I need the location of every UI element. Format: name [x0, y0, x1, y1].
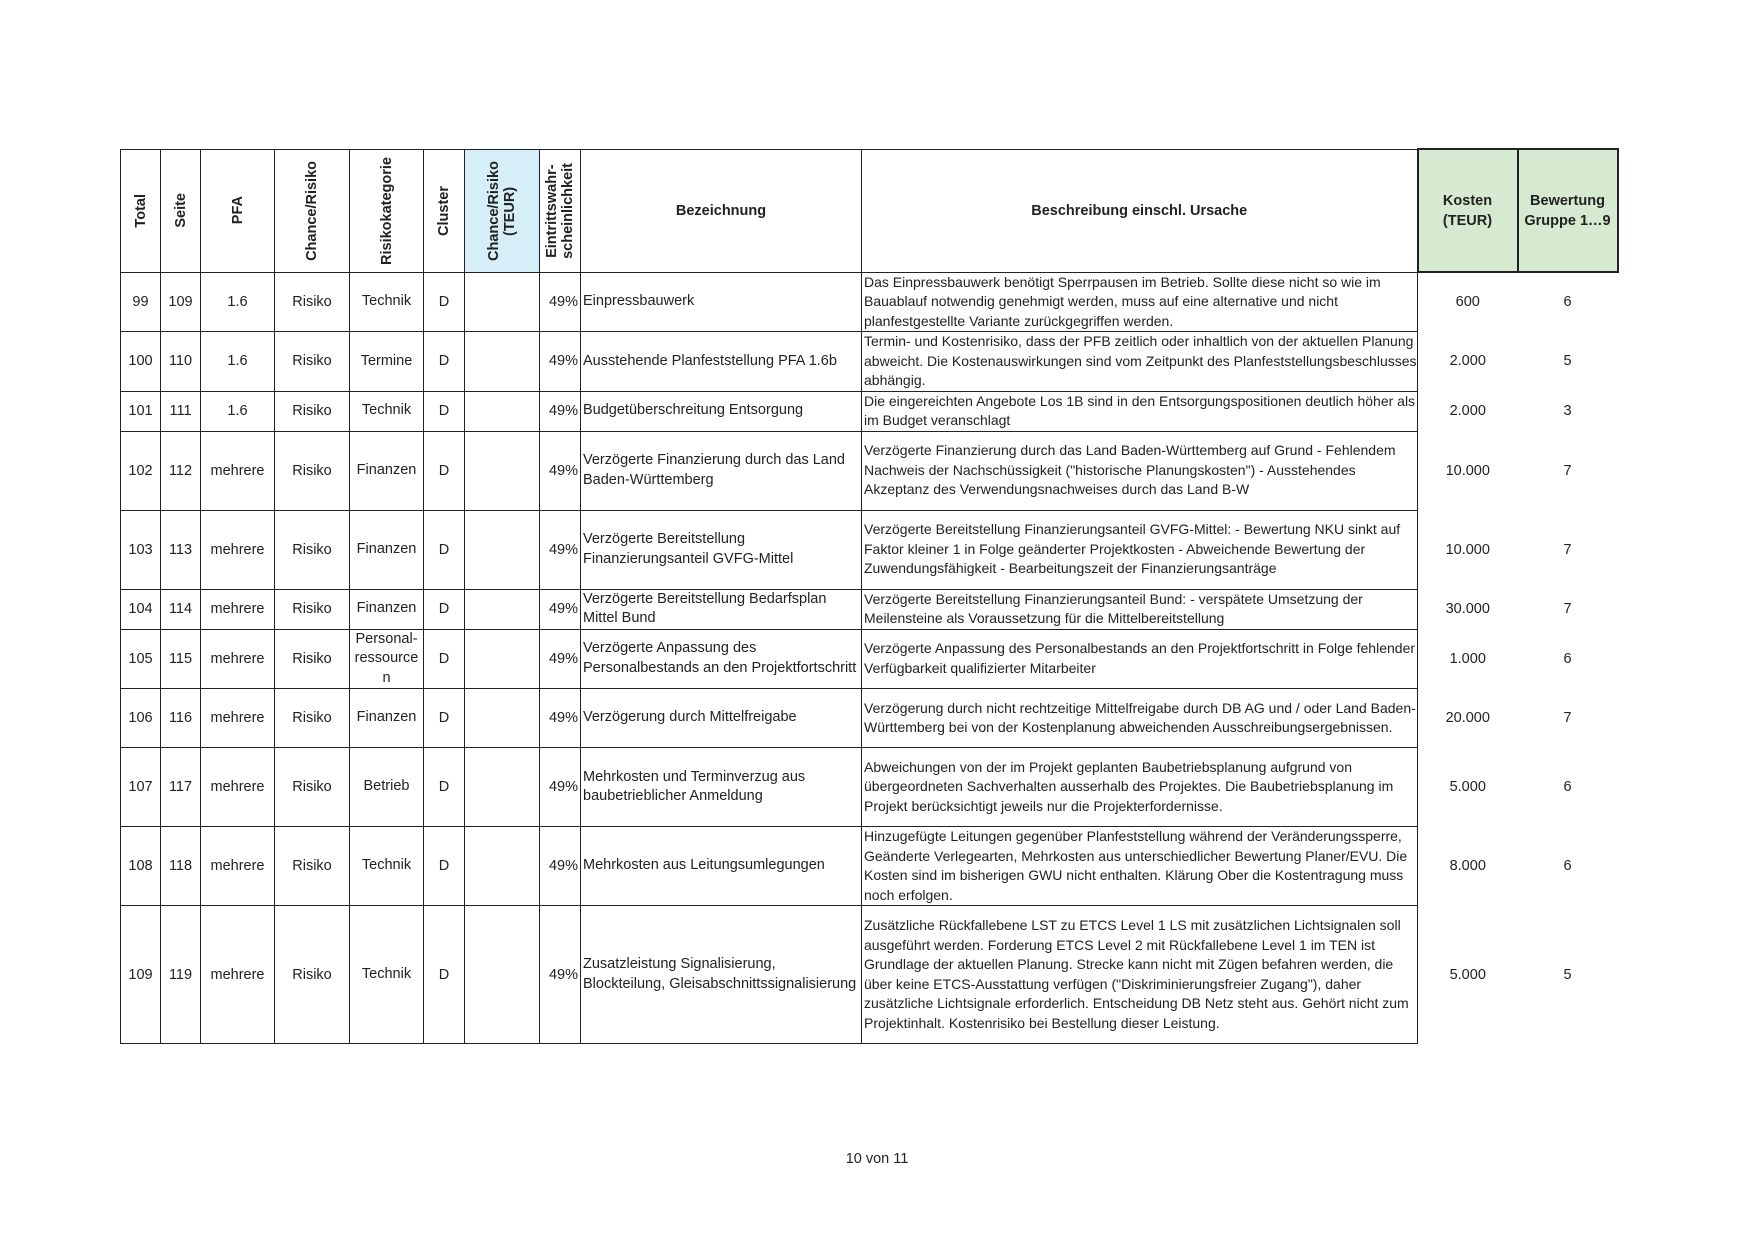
cell-eintrittswahrscheinlichkeit: 49%	[540, 629, 581, 689]
cell-chance-risiko-teur	[465, 748, 540, 827]
cell-cluster: D	[424, 827, 465, 906]
cell-pfa: mehrere	[201, 689, 275, 748]
cell-bezeichnung: Verzögerte Bereitstellung Bedarfsplan Mittel Bund	[581, 589, 862, 629]
col-header-total: Total	[121, 149, 161, 272]
cell-pfa: 1.6	[201, 391, 275, 431]
cell-risikokategorie: Technik	[350, 827, 424, 906]
cell-pfa: mehrere	[201, 510, 275, 589]
cell-cluster: D	[424, 906, 465, 1044]
col-header-beschreibung: Beschreibung einschl. Ursache	[862, 149, 1418, 272]
cell-bewertung: 7	[1563, 541, 1572, 558]
cell-chance-risiko: Risiko	[275, 431, 350, 510]
cell-bewertung: 3	[1563, 403, 1572, 419]
cell-bezeichnung: Verzögerte Anpassung des Personalbestands an den Projektfortschritt	[581, 629, 862, 689]
cell-chance-risiko: Risiko	[275, 510, 350, 589]
cell-risikokategorie: Technik	[350, 391, 424, 431]
page-number: 10 von 11	[845, 1151, 909, 1167]
cell-kosten: 20.000	[1445, 710, 1490, 726]
cell-cluster: D	[424, 332, 465, 392]
cell-cluster: D	[424, 629, 465, 689]
cell-kosten: 10.000	[1445, 462, 1490, 479]
cell-bezeichnung: Budgetüberschreitung Entsorgung	[581, 391, 862, 431]
cell-risikokategorie: Finanzen	[350, 510, 424, 589]
col-header-bezeichnung: Bezeichnung	[581, 149, 862, 272]
cell-pfa: mehrere	[201, 748, 275, 827]
cell-seite: 118	[161, 827, 201, 906]
cell-beschreibung: Verzögerte Anpassung des Personalbestands an den Projektfortschritt in Folge fehlender Verfügbarkeit qualifizierter Mitarbeiter	[862, 629, 1418, 689]
cell-bezeichnung: Mehrkosten und Terminverzug aus baubetrieblicher Anmeldung	[581, 748, 862, 827]
cell-seite: 113	[161, 510, 201, 589]
cell-seite: 117	[161, 748, 201, 827]
table-row	[121, 689, 1618, 748]
cell-total: 108	[121, 827, 161, 906]
cell-bewertung: 6	[1563, 294, 1572, 311]
col-header-chance-risiko-teur: Chance/Risiko (TEUR)	[465, 149, 540, 272]
cell-bewertung: 5	[1563, 353, 1572, 370]
cell-pfa: mehrere	[201, 827, 275, 906]
cell-eintrittswahrscheinlichkeit: 49%	[540, 391, 581, 431]
cell-seite: 119	[161, 906, 201, 1044]
cell-kosten: 30.000	[1445, 601, 1490, 617]
cell-bewertung: 7	[1563, 462, 1572, 479]
col-header-seite: Seite	[161, 149, 201, 272]
table-row	[121, 391, 1618, 431]
cell-chance-risiko-teur	[465, 272, 540, 332]
col-header-cluster: Cluster	[424, 149, 465, 272]
cell-total: 109	[121, 906, 161, 1044]
cell-chance-risiko-teur	[465, 827, 540, 906]
table-row	[121, 748, 1618, 827]
cell-bezeichnung: Einpressbauwerk	[581, 272, 862, 332]
cell-bezeichnung: Zusatzleistung Signalisierung, Blockteilung, Gleisabschnittssignalisierung	[581, 906, 862, 1044]
cell-bezeichnung: Ausstehende Planfeststellung PFA 1.6b	[581, 332, 862, 392]
cell-risikokategorie: Finanzen	[350, 589, 424, 629]
header-row	[121, 149, 1618, 272]
cell-seite: 112	[161, 431, 201, 510]
cell-beschreibung: Das Einpressbauwerk benötigt Sperrpausen im Betrieb. Sollte diese nicht so wie im Bauablauf notwendig genehmigt werden, muss auf eine alternative und nicht planfestgestellte Variante zurückgegriffen werden.	[862, 272, 1418, 332]
cell-total: 106	[121, 689, 161, 748]
cell-chance-risiko-teur	[465, 906, 540, 1044]
cell-cluster: D	[424, 510, 465, 589]
cell-kosten: 10.000	[1445, 541, 1490, 558]
cell-total: 103	[121, 510, 161, 589]
col-header-chance-risiko: Chance/Risiko	[275, 149, 350, 272]
cell-chance-risiko: Risiko	[275, 272, 350, 332]
cell-cluster: D	[424, 589, 465, 629]
cell-beschreibung: Verzögerte Bereitstellung Finanzierungsanteil Bund: - verspätete Umsetzung der Meilensteine als Voraussetzung für die Mittelbereitstellung	[862, 589, 1418, 629]
cell-chance-risiko-teur	[465, 332, 540, 392]
cell-chance-risiko-teur	[465, 629, 540, 689]
cell-eintrittswahrscheinlichkeit: 49%	[540, 510, 581, 589]
cell-chance-risiko: Risiko	[275, 589, 350, 629]
cell-kosten: 2.000	[1449, 403, 1486, 419]
cell-seite: 110	[161, 332, 201, 392]
cell-beschreibung: Termin- und Kostenrisiko, dass der PFB zeitlich oder inhaltlich von der aktuellen Planung abweicht. Die Kostenauswirkungen sind vom Zeitpunkt des Planfeststellungsbeschlusses abhängig.	[862, 332, 1418, 392]
cell-kosten: 1.000	[1449, 650, 1486, 667]
cell-total: 100	[121, 332, 161, 392]
cell-pfa: mehrere	[201, 629, 275, 689]
cell-kosten: 5.000	[1449, 779, 1486, 795]
table-row	[121, 629, 1618, 689]
cell-risikokategorie: Personal-ressource n	[350, 629, 424, 689]
cell-chance-risiko: Risiko	[275, 391, 350, 431]
cell-chance-risiko: Risiko	[275, 689, 350, 748]
cell-risikokategorie: Technik	[350, 272, 424, 332]
cell-chance-risiko-teur	[465, 431, 540, 510]
cell-beschreibung: Abweichungen von der im Projekt geplanten Baubetriebsplanung aufgrund von übergeordneten Sachverhalten ausserhalb des Projektes. Die Baubetriebsplanung im Projekt berücksichtigt jeweils nur die Projekterfordernisse.	[862, 748, 1418, 827]
cell-cluster: D	[424, 272, 465, 332]
cell-risikokategorie: Betrieb	[350, 748, 424, 827]
cell-cluster: D	[424, 689, 465, 748]
cell-pfa: mehrere	[201, 589, 275, 629]
cell-beschreibung: Verzögerung durch nicht rechtzeitige Mittelfreigabe durch DB AG und / oder Land Baden-Württemberg bei von der Kostenplanung abweichenden Ausschreibungsergebnissen.	[862, 689, 1418, 748]
table-row	[121, 589, 1618, 629]
cell-pfa: mehrere	[201, 906, 275, 1044]
col-header-eintrittswahrscheinlichkeit: Eintrittswahr- scheinlichkeit	[540, 149, 581, 272]
cell-risikokategorie: Technik	[350, 906, 424, 1044]
col-header-bewertung: Bewertung Gruppe 1…9	[1518, 149, 1618, 272]
cell-kosten: 5.000	[1449, 966, 1486, 983]
cell-beschreibung: Verzögerte Finanzierung durch das Land Baden-Württemberg auf Grund - Fehlendem Nachweis der Nachschüssigkeit ("historische Planungskosten") - Ausstehendes Akzeptanz des Verwendungsnachweises durch das Land B-W	[862, 431, 1418, 510]
cell-chance-risiko-teur	[465, 589, 540, 629]
cell-bewertung: 7	[1563, 601, 1572, 617]
cell-total: 99	[121, 272, 161, 332]
cell-bezeichnung: Verzögerte Finanzierung durch das Land Baden-Württemberg	[581, 431, 862, 510]
cell-chance-risiko-teur	[465, 391, 540, 431]
col-header-kosten: Kosten (TEUR)	[1418, 149, 1518, 272]
cell-total: 107	[121, 748, 161, 827]
cell-eintrittswahrscheinlichkeit: 49%	[540, 748, 581, 827]
cell-seite: 116	[161, 689, 201, 748]
cell-beschreibung: Hinzugefügte Leitungen gegenüber Planfeststellung während der Veränderungssperre, Geänderte Verlegearten, Mehrkosten aus unterschiedlicher Bewertung Planer/EVU. Die Kosten sind im bisherigen GWU nicht enthalten. Klärung Ober die Kostentragung muss noch erfolgen.	[862, 827, 1418, 906]
cell-chance-risiko: Risiko	[275, 748, 350, 827]
cell-beschreibung: Verzögerte Bereitstellung Finanzierungsanteil GVFG-Mittel: - Bewertung NKU sinkt auf Faktor kleiner 1 in Folge geänderter Projektkosten - Abweichende Bewertung der Zuwendungsfähigkeit - Bearbeitungszeit der Finanzierungsanträge	[862, 510, 1418, 589]
cell-bewertung: 7	[1563, 710, 1572, 726]
cell-eintrittswahrscheinlichkeit: 49%	[540, 906, 581, 1044]
cell-eintrittswahrscheinlichkeit: 49%	[540, 689, 581, 748]
table-row	[121, 510, 1618, 589]
cell-eintrittswahrscheinlichkeit: 49%	[540, 431, 581, 510]
cell-beschreibung: Die eingereichten Angebote Los 1B sind in den Entsorgungspositionen deutlich höher als im Budget veranschlagt	[862, 391, 1418, 431]
cell-chance-risiko: Risiko	[275, 332, 350, 392]
cell-beschreibung: Zusätzliche Rückfallebene LST zu ETCS Level 1 LS mit zusätzlichen Lichtsignalen soll ausgeführt werden. Forderung ETCS Level 2 mit Rückfallebene Level 1 im TEN ist Grundlage der aktuellen Planung. Strecke kann nicht mit Zügen befahren werden, die über keine ETCS-Ausstattung verfügen ("Diskriminierungsfreier Zugang"), daher zusätzliche Lichtsignale erforderlich. Entscheidung DB Netz steht aus. Gehört nicht zum Projektinhalt. Kostenrisiko bei Bestellung dieser Leistung.	[862, 906, 1418, 1044]
cell-kosten: 600	[1455, 294, 1480, 311]
cell-total: 105	[121, 629, 161, 689]
cell-risikokategorie: Finanzen	[350, 431, 424, 510]
cell-cluster: D	[424, 748, 465, 827]
cell-total: 104	[121, 589, 161, 629]
table-row	[121, 431, 1618, 510]
cell-seite: 114	[161, 589, 201, 629]
cell-chance-risiko: Risiko	[275, 827, 350, 906]
cell-pfa: mehrere	[201, 431, 275, 510]
table-row	[121, 827, 1618, 906]
cell-pfa: 1.6	[201, 332, 275, 392]
cell-seite: 111	[161, 391, 201, 431]
cell-seite: 109	[161, 272, 201, 332]
cell-risikokategorie: Finanzen	[350, 689, 424, 748]
cell-eintrittswahrscheinlichkeit: 49%	[540, 589, 581, 629]
cell-bezeichnung: Mehrkosten aus Leitungsumlegungen	[581, 827, 862, 906]
cell-kosten: 2.000	[1449, 353, 1486, 370]
cell-chance-risiko-teur	[465, 510, 540, 589]
table-row	[121, 332, 1618, 392]
cell-bewertung: 6	[1563, 858, 1572, 874]
cell-kosten: 8.000	[1449, 858, 1486, 874]
cell-eintrittswahrscheinlichkeit: 49%	[540, 827, 581, 906]
cell-eintrittswahrscheinlichkeit: 49%	[540, 272, 581, 332]
table-row	[121, 272, 1618, 332]
cell-bewertung: 6	[1563, 779, 1572, 795]
cell-chance-risiko: Risiko	[275, 629, 350, 689]
cell-seite: 115	[161, 629, 201, 689]
cell-chance-risiko: Risiko	[275, 906, 350, 1044]
cell-total: 102	[121, 431, 161, 510]
cell-bezeichnung: Verzögerte Bereitstellung Finanzierungsanteil GVFG-Mittel	[581, 510, 862, 589]
cell-pfa: 1.6	[201, 272, 275, 332]
table-row	[121, 906, 1618, 1044]
cell-risikokategorie: Termine	[350, 332, 424, 392]
cell-bezeichnung: Verzögerung durch Mittelfreigabe	[581, 689, 862, 748]
col-header-risikokategorie: Risikokategorie	[350, 149, 424, 272]
cell-bewertung: 6	[1563, 650, 1572, 667]
cell-cluster: D	[424, 431, 465, 510]
cell-cluster: D	[424, 391, 465, 431]
cell-total: 101	[121, 391, 161, 431]
cell-chance-risiko-teur	[465, 689, 540, 748]
cell-eintrittswahrscheinlichkeit: 49%	[540, 332, 581, 392]
cell-bewertung: 5	[1563, 966, 1572, 983]
risk-table	[120, 148, 1619, 1044]
col-header-pfa: PFA	[201, 149, 275, 272]
